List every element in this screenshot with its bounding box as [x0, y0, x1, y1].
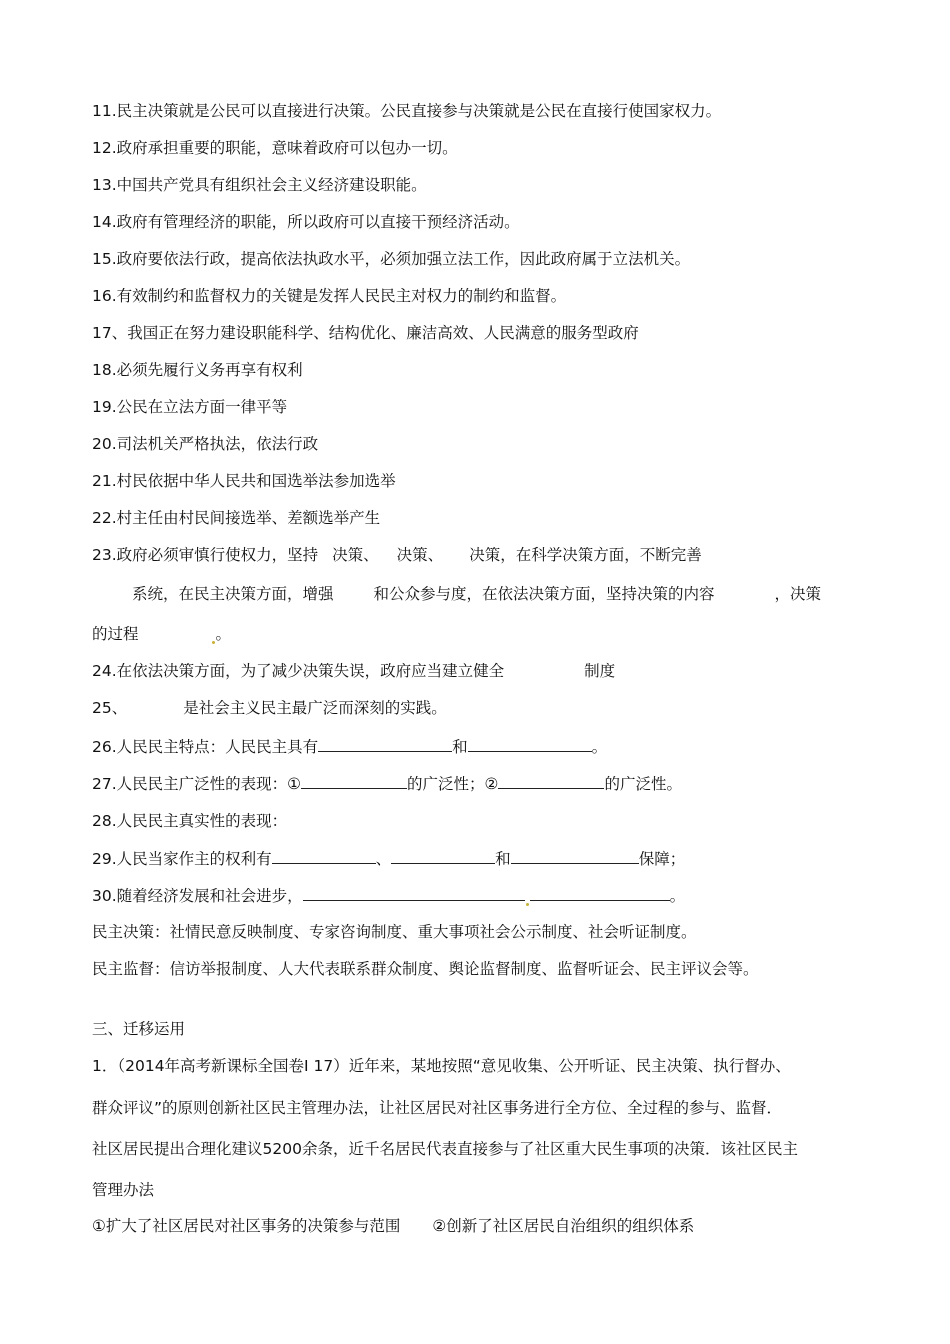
mark-dot — [526, 903, 529, 906]
exercise-1-line1: 1．（2014年高考新课标全国卷Ⅰ 17）近年来，某地按照“意见收集、公开听证、民主决策、执行督办、 — [92, 1057, 791, 1075]
q26-text-a: 26.人民民主特点：人民民主具有 — [92, 738, 319, 756]
q23-text-b: 决策、 — [332, 546, 379, 564]
note-democratic-decision: 民主决策：社情民意反映制度、专家咨询制度、重大事项社会公示制度、社会听证制度。 — [92, 923, 697, 941]
q23-text-f: 和公众参与度，在依法决策方面，坚持决策的内容 — [373, 585, 715, 603]
statement-18: 18.必须先履行义务再享有权利 — [92, 361, 303, 379]
statement-15: 15.政府要依法行政，提高依法执政水平，必须加强立法工作，因此政府属于立法机关。 — [92, 250, 691, 268]
exercise-1-line2: 群众评议”的原则创新社区民主管理办法，让社区居民对社区事务进行全方位、全过程的参与、监督． — [92, 1099, 783, 1117]
answer-blank[interactable] — [511, 848, 639, 864]
question-24 — [92, 661, 615, 681]
q26-text-b: 和 — [452, 738, 468, 756]
section-title: 三、迁移运用 — [92, 1020, 186, 1038]
statement-21: 21.村民依据中华人民共和国选举法参加选举 — [92, 472, 396, 490]
statement-16: 16.有效制约和监督权力的关键是发挥人民民主对权力的制约和监督。 — [92, 287, 567, 305]
statement-11: 11.民主决策就是公民可以直接进行决策。公民直接参与决策就是公民在直接行使国家权力。 — [92, 102, 722, 120]
q29-text-d: 保障； — [638, 850, 686, 868]
answer-blank[interactable] — [468, 736, 592, 752]
q30-text-b: 。 — [669, 887, 686, 905]
statement-13: 13.中国共产党具有组织社会主义经济建设职能。 — [92, 176, 427, 194]
statement-12: 12.政府承担重要的职能，意味着政府可以包办一切。 — [92, 139, 458, 157]
statement-22: 22.村主任由村民间接选举、差额选举产生 — [92, 509, 381, 527]
statement-17: 17、我国正在努力建设职能科学、结构优化、廉洁高效、人民满意的服务型政府 — [92, 324, 639, 342]
q25-text-a: 25、 — [92, 699, 128, 717]
answer-blank[interactable] — [303, 885, 525, 901]
answer-blank[interactable] — [391, 848, 495, 864]
q29-text-c: 和 — [495, 850, 511, 868]
question-28: 28.人民民主真实性的表现： — [92, 812, 288, 830]
note-democratic-supervision: 民主监督：信访举报制度、人大代表联系群众制度、舆论监督制度、监督听证会、民主评议会等。 — [92, 960, 759, 978]
mark-dot — [212, 641, 215, 644]
answer-blank[interactable] — [318, 736, 452, 752]
question-27 — [92, 773, 682, 794]
question-30 — [92, 885, 685, 906]
answer-blank[interactable] — [301, 773, 407, 789]
q29-text-a: 29.人民当家作主的权利有 — [92, 850, 272, 868]
option-1: ①扩大了社区居民对社区事务的决策参与范围 — [92, 1217, 401, 1235]
answer-blank[interactable] — [530, 885, 670, 901]
statement-19: 19.公民在立法方面一律平等 — [92, 398, 288, 416]
question-29 — [92, 848, 685, 869]
option-2: ②创新了社区居民自治组织的组织体系 — [432, 1217, 695, 1235]
q23-text-d: 决策，在科学决策方面，不断完善 — [469, 546, 702, 564]
statement-14: 14.政府有管理经济的职能，所以政府可以直接干预经济活动。 — [92, 213, 520, 231]
question-25 — [92, 698, 447, 718]
exercise-1-options — [92, 1216, 694, 1236]
q24-text-a: 24.在依法决策方面，为了减少决策失误，政府应当建立健全 — [92, 662, 505, 680]
q30-text-a: 30.随着经济发展和社会进步， — [92, 887, 303, 905]
q23-text-e: 系统，在民主决策方面，增强 — [132, 585, 334, 603]
q23-text-h: 的过程 — [92, 625, 139, 643]
question-26 — [92, 736, 607, 757]
q25-text-b: 是社会主义民主最广泛而深刻的实践。 — [183, 699, 447, 717]
exercise-1-line3: 社区居民提出合理化建议5200余条，近千名居民代表直接参与了社区重大民生事项的决策．该社区民主 — [92, 1140, 798, 1158]
q23-text-a: 23.政府必须审慎行使权力，坚持 — [92, 546, 319, 564]
q27-text-a: 27.人民民主广泛性的表现：① — [92, 775, 302, 793]
answer-blank[interactable] — [498, 773, 604, 789]
q27-text-b: 的广泛性；② — [407, 775, 499, 793]
question-23-line3 — [92, 624, 231, 644]
q24-text-b: 制度 — [584, 662, 616, 680]
answer-blank[interactable] — [272, 848, 376, 864]
q27-text-c: 的广泛性。 — [604, 775, 682, 793]
exercise-1-line4: 管理办法 — [92, 1181, 155, 1199]
q26-text-c: 。 — [591, 738, 608, 756]
statement-20: 20.司法机关严格执法，依法行政 — [92, 435, 319, 453]
q29-text-b: 、 — [375, 850, 392, 868]
question-23-line2 — [132, 584, 821, 604]
q23-text-c: 决策、 — [396, 546, 444, 564]
question-23-line1 — [92, 545, 702, 565]
q23-text-i: 。 — [215, 625, 232, 643]
q23-text-g: ，决策 — [774, 585, 822, 603]
